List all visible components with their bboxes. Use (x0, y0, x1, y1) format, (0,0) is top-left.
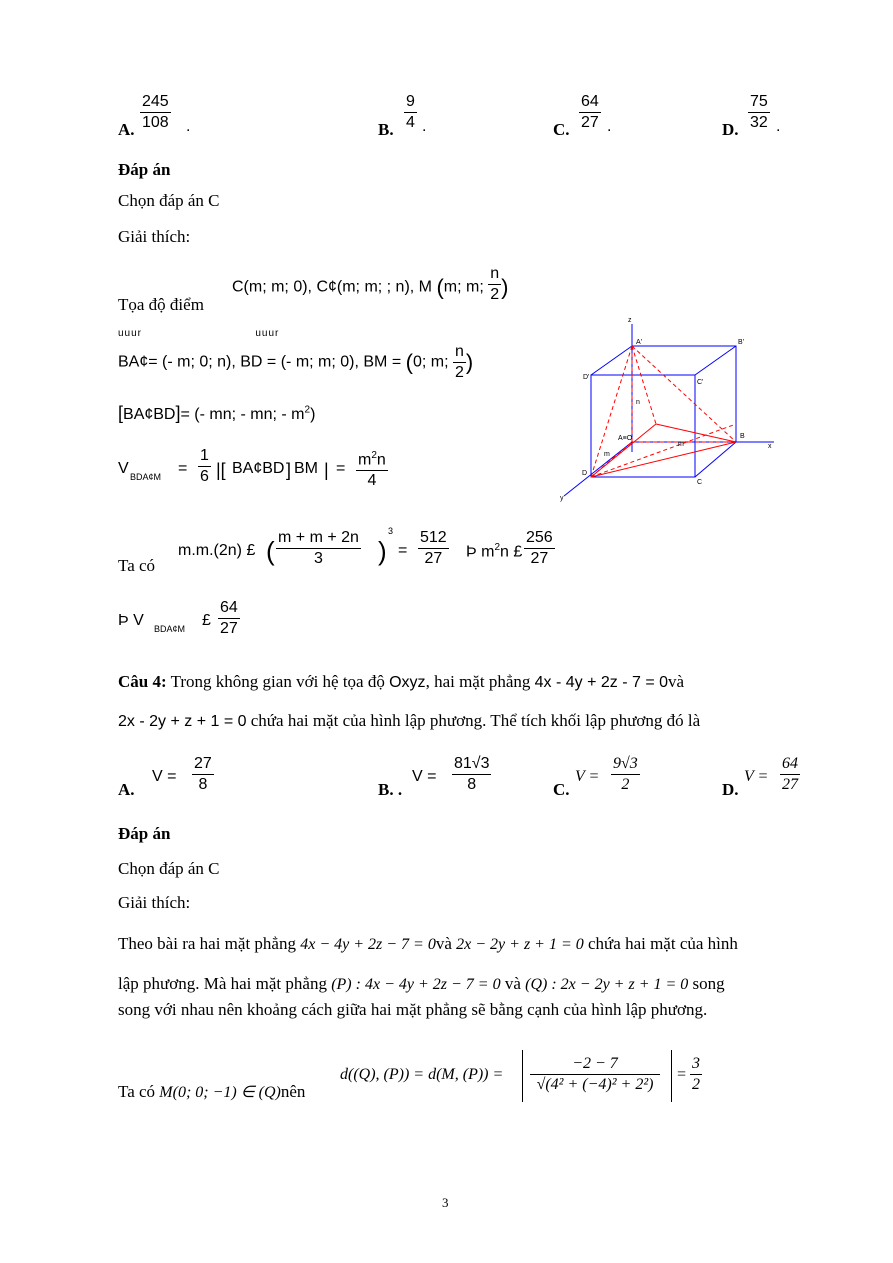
label-a: A≡O (618, 435, 633, 442)
label-y: y (560, 495, 564, 502)
vector-line: BA¢= (- m; 0; n), BD = (- m; m; 0), BM = (0; m; $\frac{n}{2}$ ) (118, 343, 474, 381)
label-m1: m (604, 451, 610, 458)
label-n: n (636, 399, 640, 406)
vector-arrows: uuur uuur (118, 328, 280, 339)
coord-expression: C(m; m; 0), C¢(m; m; ; n), M (m; m; $\frac{n}{2}$ ) (232, 265, 509, 303)
cross-product-line: [BA¢BD]= (- mn; - mn; - $m^2$) (118, 403, 316, 423)
label-b: B (740, 433, 745, 440)
label-c1: C' (697, 379, 704, 386)
explain-label-1: Giải thích: (118, 227, 191, 246)
choose-answer-1: Chọn đáp án C (118, 191, 220, 210)
solution-line1: Theo bài ra hai mặt phẳng 4x − 4y + 2z − 7 = 0và 2x − 2y + z + 1 = 0 chứa hai mặt của hình (118, 934, 738, 953)
label-d: D (582, 470, 588, 477)
q4-option-a: A. V = $\frac{27}{8}$ (118, 755, 212, 799)
distance-formula: d((Q), (P)) = d(M, (P)) = $\frac{-2 - 7}{\text{√(4² + (−4)² + 2²)}}$ = $\frac{3}{2}$ (340, 1050, 700, 1106)
q4-option-b: B. . V = $\frac{81√3}{8}$ (378, 755, 490, 799)
label-z: z (628, 317, 632, 324)
label-x: x (768, 443, 772, 450)
label-m2: m (678, 441, 684, 448)
solution-line3: song với nhau nên khoảng cách giữa hai mặt phẳng sẽ bằng cạnh của hình lập phương. (118, 1000, 708, 1019)
label-c: C (697, 479, 703, 486)
question-4: Câu 4: Trong không gian với hệ tọa độ Oxyz, hai mặt phẳng 4x - 4y + 2z - 7 = 0và (118, 672, 685, 691)
answer-heading-1: Đáp án (118, 160, 171, 179)
coord-label: Tọa độ điểm (118, 295, 204, 314)
final-volume: Þ V BDA¢M £ $\frac{64}{27}$ (118, 599, 238, 637)
label-b1: B' (738, 339, 745, 346)
label-d1: D' (583, 374, 590, 381)
taco-label-1: Ta có (118, 556, 156, 575)
taco-label-2: Ta có M(0; 0; −1) ∈ (Q)nên (118, 1082, 306, 1101)
q4-option-d: D. V = $\frac{64}{27}$ (722, 755, 798, 799)
choose-answer-2: Chọn đáp án C (118, 859, 220, 878)
question-4-line2: 2x - 2y + z + 1 = 0 chứa hai mặt của hình lập phương. Thể tích khối lập phương đó là (118, 711, 701, 730)
page-number: 3 (442, 1195, 449, 1210)
y-axis (564, 442, 632, 496)
q4-option-c: C. V = $\frac{9√3}{2}$ (553, 755, 638, 799)
cube-figure (556, 312, 781, 502)
label-a1: A' (636, 339, 643, 346)
answer-heading-2: Đáp án (118, 824, 171, 843)
inequality-line: m.m.(2n) £ ( $\frac{m + m + 2n}{3}$ ) 3 = $\frac{512}{27}$ Þ $m^2n$ £ $\frac{256}{27}$ (178, 526, 553, 567)
solution-line2: lập phương. Mà hai mặt phẳng (P) : 4x − 4y + 2z − 7 = 0 và (Q) : 2x − 2y + z + 1 = 0 song (118, 974, 725, 993)
explain-label-2: Giải thích: (118, 893, 191, 912)
volume-formula: V BDA¢M = $\frac{1}{6}$ |[ BA¢BD ] BM | = $\frac{m^2n}{4}$ (118, 447, 386, 490)
